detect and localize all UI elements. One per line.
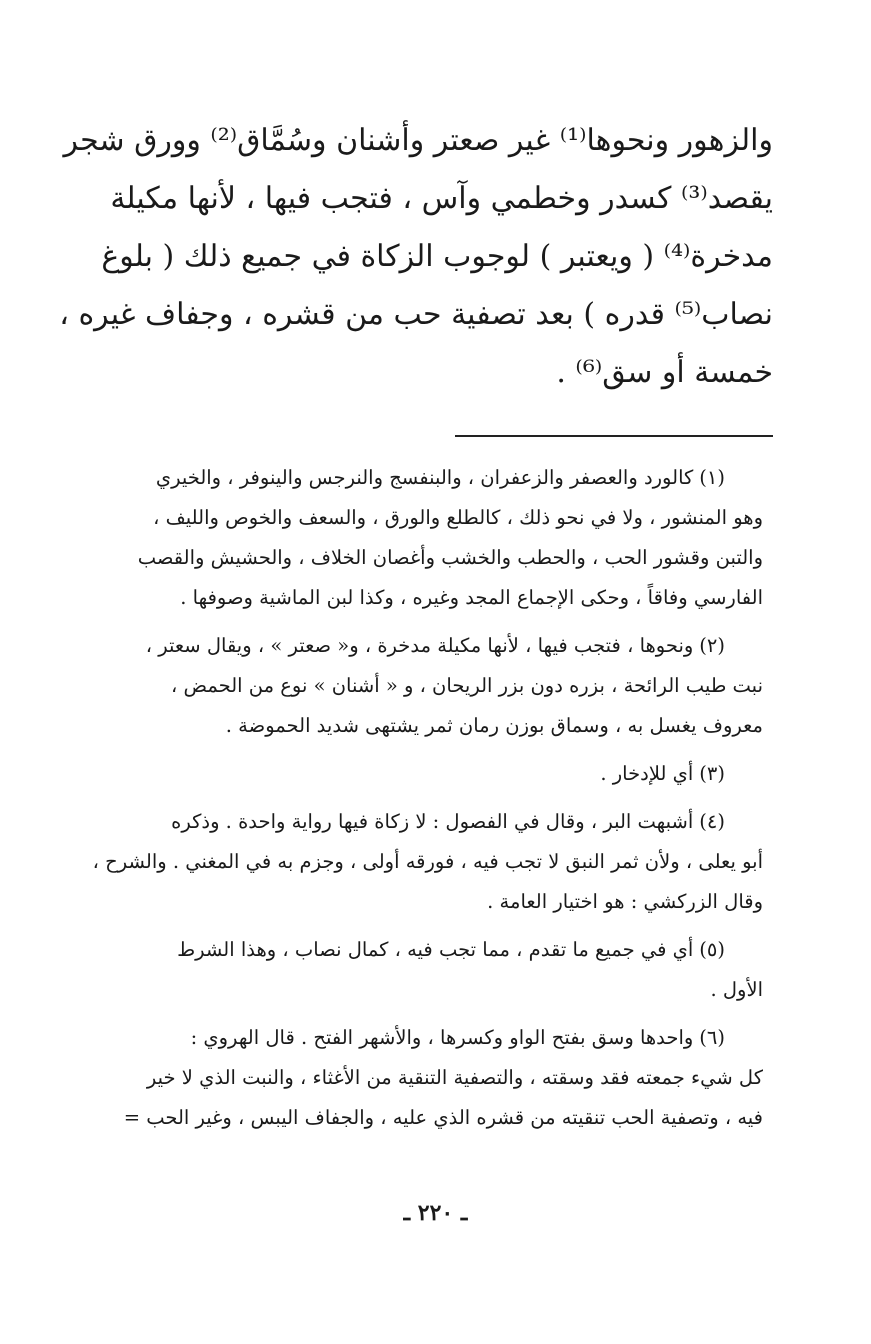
main-text-line: خمسة أو سق⁽⁶⁾ .: [556, 355, 773, 390]
footnote-line: [40, 802, 763, 842]
footnote-line: الفارسي وفاقاً ، وحكى الإجماع المجد وغيره ، وكذا لبن الماشية وصوفها .: [180, 586, 763, 609]
footnote-line: وقال الزركشي : هو اختيار العامة .: [487, 890, 763, 913]
footnote-text: واحدها وسق بفتح الواو وكسرها ، والأشهر الفتح . قال الهروي :: [190, 1026, 694, 1049]
footnote-2: [40, 626, 763, 746]
footnote-text: كالورد والعصفر والزعفران ، والبنفسج والنرجس والينوفر ، والخيري: [155, 466, 694, 489]
main-text-line: يقصد⁽³⁾ كسدر وخطمي وآس ، فتجب فيها ، لأنها مكيلة: [110, 181, 773, 216]
footnote-line: وهو المنشور ، ولا في نحو ذلك ، كالطلع والورق ، والسعف والخوص والليف ،: [153, 506, 763, 529]
footnote-text: ونحوها ، فتجب فيها ، لأنها مكيلة مدخرة ، و« صعتر » ، ويقال سعتر ،: [145, 634, 694, 657]
main-text: [40, 112, 773, 402]
footnote-line: معروف يغسل به ، وسماق بوزن رمان ثمر يشتهى شديد الحموضة .: [225, 714, 763, 737]
footnote-line: [40, 930, 763, 970]
footnotes: [40, 458, 763, 1146]
footnote-marker: (٤): [699, 810, 725, 833]
page-number: ـ ٢٢٠ ـ: [403, 1200, 468, 1226]
footnote-text: أشبهت البر ، وقال في الفصول : لا زكاة فيها رواية واحدة . وذكره: [171, 810, 694, 833]
footnote-line: الأول .: [710, 978, 763, 1001]
footnote-4: [40, 802, 763, 922]
footnote-line: أبو يعلى ، ولأن ثمر النبق لا تجب فيه ، فورقه أولى ، وجزم به في المغني . والشرح ،: [92, 850, 763, 873]
footnote-line: [40, 458, 763, 498]
footnote-marker: (٣): [699, 762, 725, 785]
footnote-marker: (٢): [699, 634, 725, 657]
footnote-line: نبت طيب الرائحة ، بزره دون بزر الريحان ، و « أشنان » نوع من الحمض ،: [170, 674, 763, 697]
footnote-line: والتبن وقشور الحب ، والحطب والخشب وأغصان الخلاف ، والحشيش والقصب: [137, 546, 763, 569]
footnote-line: [40, 754, 763, 794]
footnote-5: [40, 930, 763, 1010]
footnote-marker: (١): [699, 466, 725, 489]
footnote-line: [40, 1018, 763, 1058]
footnote-text: أي في جميع ما تقدم ، مما تجب فيه ، كمال نصاب ، وهذا الشرط: [177, 938, 694, 961]
footnote-3: [40, 754, 763, 794]
footnote-marker: (٥): [699, 938, 725, 961]
footnote-line: فيه ، وتصفية الحب تنقيته من قشره الذي عليه ، والجفاف اليبس ، وغير الحب =: [123, 1106, 763, 1129]
main-text-line: نصاب⁽⁵⁾ قدره ) بعد تصفية حب من قشره ، وجفاف غيره ،: [59, 297, 773, 332]
footnote-text: أي للإدخار .: [600, 762, 694, 785]
footnote-marker: (٦): [699, 1026, 725, 1049]
footnote-line: كل شيء جمعته فقد وسقته ، والتصفية التنقية من الأغثاء ، والنبت الذي لا خير: [146, 1066, 763, 1089]
footnote-line: [40, 626, 763, 666]
footnote-1: [40, 458, 763, 618]
main-text-line: مدخرة⁽⁴⁾ ( ويعتبر ) لوجوب الزكاة في جميع ذلك ( بلوغ: [101, 239, 773, 274]
footnote-divider: [455, 435, 773, 437]
main-text-line: والزهور ونحوها⁽¹⁾ غير صعتر وأشنان وسُمَّاق⁽²⁾ وورق شجر: [63, 123, 773, 158]
footnote-6: [40, 1018, 763, 1138]
